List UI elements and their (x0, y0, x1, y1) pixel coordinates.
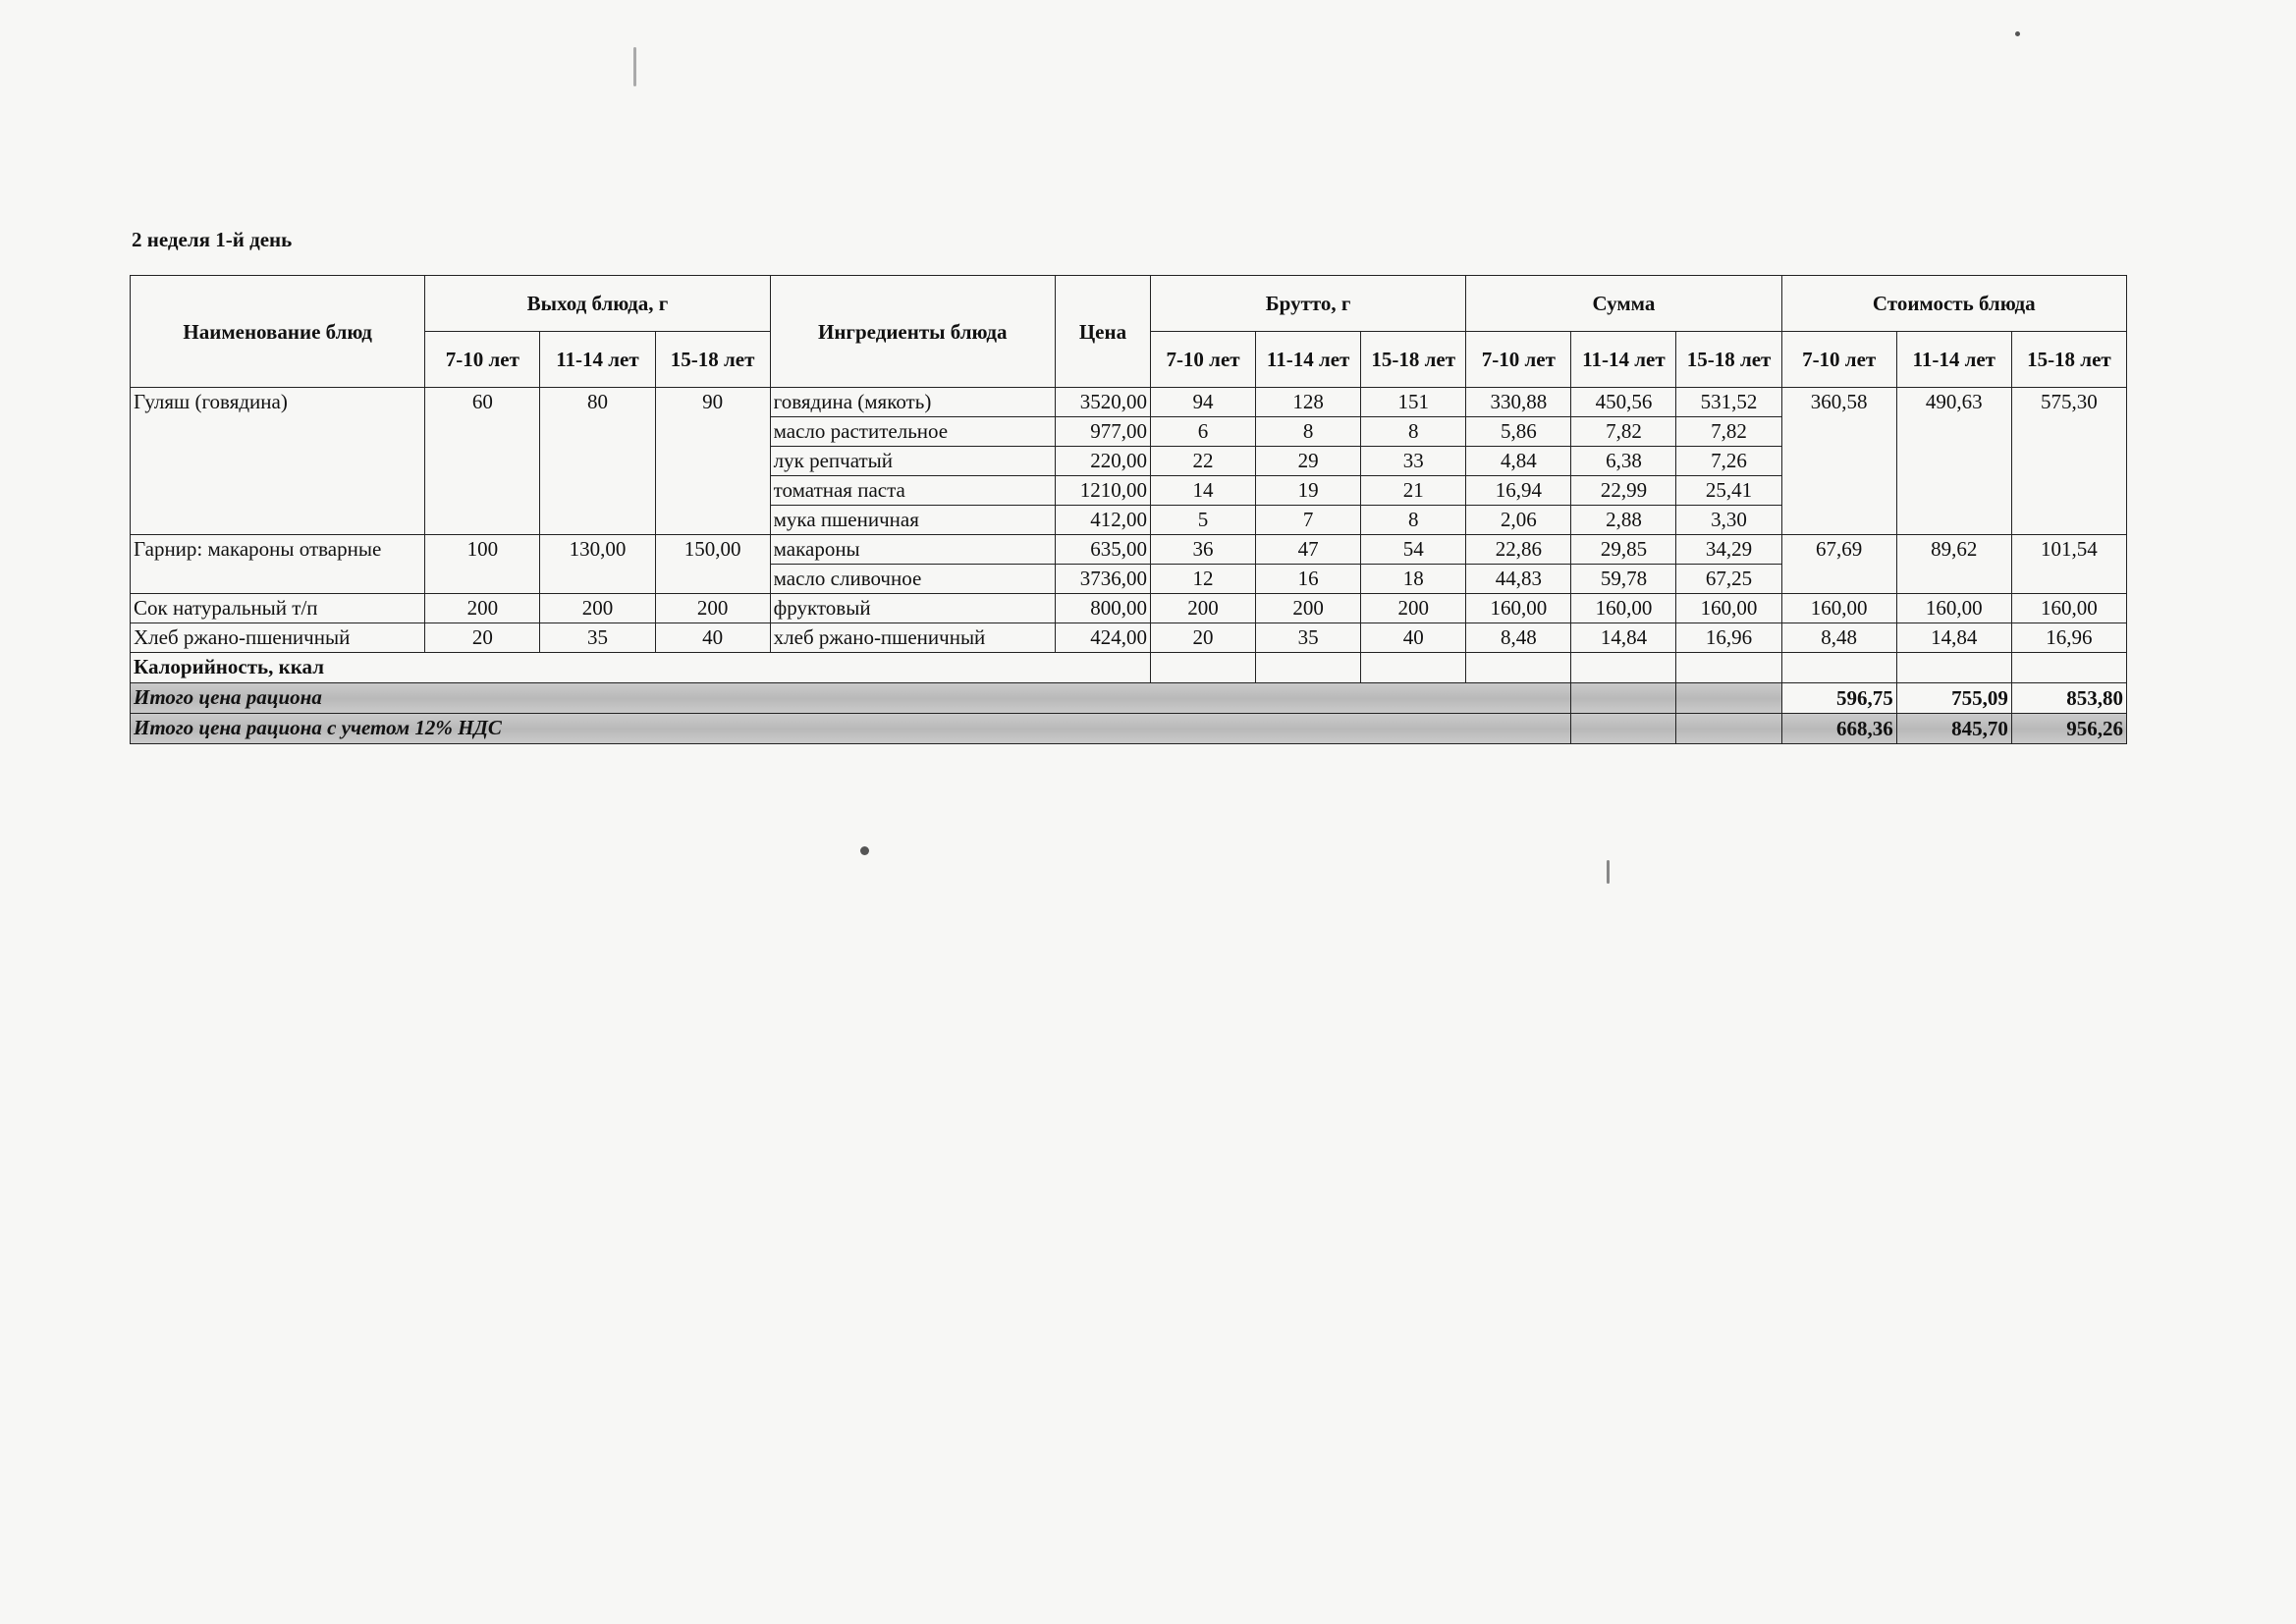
header-age: 7-10 лет (425, 332, 540, 388)
empty-cell (1781, 653, 1896, 683)
ingredient-price: 635,00 (1055, 535, 1150, 565)
sum: 8,48 (1466, 623, 1571, 653)
header-output: Выход блюда, г (425, 276, 770, 332)
header-age: 7-10 лет (1781, 332, 1896, 388)
sum: 5,86 (1466, 417, 1571, 447)
sum: 4,84 (1466, 447, 1571, 476)
empty-cell (2011, 653, 2126, 683)
sum: 14,84 (1571, 623, 1676, 653)
sum: 7,82 (1571, 417, 1676, 447)
empty-cell (1466, 653, 1571, 683)
table-row (131, 535, 2127, 565)
header-age: 15-18 лет (655, 332, 770, 388)
header-age: 15-18 лет (1676, 332, 1781, 388)
sum: 16,96 (1676, 623, 1781, 653)
header-age: 11-14 лет (1571, 332, 1676, 388)
dish-cost: 101,54 (2011, 535, 2126, 594)
dish-name: Гуляш (говядина) (131, 388, 425, 535)
sum: 22,99 (1571, 476, 1676, 506)
sum: 160,00 (1466, 594, 1571, 623)
dish-output: 90 (655, 388, 770, 535)
ingredient-name: лук репчатый (770, 447, 1055, 476)
ingredient-price: 3520,00 (1055, 388, 1150, 417)
total-vat-value: 668,36 (1781, 714, 1896, 744)
sum: 3,30 (1676, 506, 1781, 535)
header-age: 7-10 лет (1150, 332, 1255, 388)
brutto: 33 (1361, 447, 1466, 476)
dish-cost: 16,96 (2011, 623, 2126, 653)
brutto: 36 (1150, 535, 1255, 565)
brutto: 94 (1150, 388, 1255, 417)
header-age: 15-18 лет (1361, 332, 1466, 388)
empty-cell (1676, 653, 1781, 683)
sum: 2,88 (1571, 506, 1676, 535)
ingredient-name: макароны (770, 535, 1055, 565)
total-label: Итого цена рациона (131, 683, 1571, 714)
scan-speck (1607, 860, 1610, 884)
sum: 16,94 (1466, 476, 1571, 506)
empty-cell (1571, 653, 1676, 683)
dish-cost: 8,48 (1781, 623, 1896, 653)
brutto: 8 (1256, 417, 1361, 447)
table-row (131, 594, 2127, 623)
header-age: 11-14 лет (1256, 332, 1361, 388)
header-age: 11-14 лет (540, 332, 655, 388)
brutto: 6 (1150, 417, 1255, 447)
sum: 160,00 (1571, 594, 1676, 623)
ingredient-price: 220,00 (1055, 447, 1150, 476)
dish-cost: 575,30 (2011, 388, 2126, 535)
total-row (131, 683, 2127, 714)
dish-cost: 67,69 (1781, 535, 1896, 594)
header-age: 11-14 лет (1896, 332, 2011, 388)
dish-output: 150,00 (655, 535, 770, 594)
brutto: 47 (1256, 535, 1361, 565)
dish-cost: 89,62 (1896, 535, 2011, 594)
sum: 25,41 (1676, 476, 1781, 506)
empty-cell (1150, 653, 1255, 683)
total-value: 755,09 (1896, 683, 2011, 714)
ingredient-price: 424,00 (1055, 623, 1150, 653)
ingredient-name: мука пшеничная (770, 506, 1055, 535)
sum: 6,38 (1571, 447, 1676, 476)
ingredient-price: 1210,00 (1055, 476, 1150, 506)
dish-name: Хлеб ржано-пшеничный (131, 623, 425, 653)
dish-output: 40 (655, 623, 770, 653)
brutto: 128 (1256, 388, 1361, 417)
dish-cost: 160,00 (1781, 594, 1896, 623)
brutto: 151 (1361, 388, 1466, 417)
header-brutto: Брутто, г (1150, 276, 1465, 332)
dish-output: 100 (425, 535, 540, 594)
brutto: 19 (1256, 476, 1361, 506)
dish-output: 130,00 (540, 535, 655, 594)
dish-output: 200 (655, 594, 770, 623)
total-vat-label: Итого цена рациона с учетом 12% НДС (131, 714, 1571, 744)
brutto: 18 (1361, 565, 1466, 594)
dish-output: 200 (540, 594, 655, 623)
brutto: 8 (1361, 417, 1466, 447)
dish-name: Сок натуральный т/п (131, 594, 425, 623)
brutto: 7 (1256, 506, 1361, 535)
brutto: 16 (1256, 565, 1361, 594)
dish-cost: 160,00 (1896, 594, 2011, 623)
brutto: 14 (1150, 476, 1255, 506)
page-heading: 2 неделя 1-й день (132, 228, 293, 251)
brutto: 200 (1256, 594, 1361, 623)
dish-output: 60 (425, 388, 540, 535)
empty-cell (1571, 714, 1676, 744)
empty-cell (1361, 653, 1466, 683)
sum: 44,83 (1466, 565, 1571, 594)
table-row (131, 388, 2127, 417)
total-value: 596,75 (1781, 683, 1896, 714)
sum: 160,00 (1676, 594, 1781, 623)
menu-table (130, 275, 2127, 744)
sum: 450,56 (1571, 388, 1676, 417)
brutto: 200 (1150, 594, 1255, 623)
header-age: 15-18 лет (2011, 332, 2126, 388)
brutto: 8 (1361, 506, 1466, 535)
sum: 22,86 (1466, 535, 1571, 565)
header-dish-name: Наименование блюд (131, 276, 425, 388)
ingredient-name: хлеб ржано-пшеничный (770, 623, 1055, 653)
brutto: 5 (1150, 506, 1255, 535)
sum: 531,52 (1676, 388, 1781, 417)
table-row (131, 623, 2127, 653)
sum: 34,29 (1676, 535, 1781, 565)
ingredient-name: томатная паста (770, 476, 1055, 506)
dish-name: Гарнир: макароны отварные (131, 535, 425, 594)
sum: 7,82 (1676, 417, 1781, 447)
empty-cell (1896, 653, 2011, 683)
ingredient-name: фруктовый (770, 594, 1055, 623)
dish-output: 20 (425, 623, 540, 653)
ingredient-price: 977,00 (1055, 417, 1150, 447)
dish-output: 200 (425, 594, 540, 623)
sum: 7,26 (1676, 447, 1781, 476)
brutto: 40 (1361, 623, 1466, 653)
total-vat-value: 956,26 (2011, 714, 2126, 744)
dish-output: 80 (540, 388, 655, 535)
dish-cost: 14,84 (1896, 623, 2011, 653)
brutto: 21 (1361, 476, 1466, 506)
ingredient-price: 800,00 (1055, 594, 1150, 623)
sum: 29,85 (1571, 535, 1676, 565)
ingredient-name: масло растительное (770, 417, 1055, 447)
brutto: 12 (1150, 565, 1255, 594)
empty-cell (1256, 653, 1361, 683)
brutto: 20 (1150, 623, 1255, 653)
sum: 2,06 (1466, 506, 1571, 535)
header-ingredients: Ингредиенты блюда (770, 276, 1055, 388)
calorie-label: Калорийность, ккал (131, 653, 1151, 683)
ingredient-name: говядина (мякоть) (770, 388, 1055, 417)
brutto: 29 (1256, 447, 1361, 476)
empty-cell (1676, 714, 1781, 744)
dish-output: 35 (540, 623, 655, 653)
empty-cell (1676, 683, 1781, 714)
empty-cell (1571, 683, 1676, 714)
sum: 330,88 (1466, 388, 1571, 417)
scan-speck (860, 846, 869, 855)
calorie-row (131, 653, 2127, 683)
header-cost: Стоимость блюда (1781, 276, 2126, 332)
brutto: 54 (1361, 535, 1466, 565)
dish-cost: 360,58 (1781, 388, 1896, 535)
ingredient-price: 3736,00 (1055, 565, 1150, 594)
dish-cost: 160,00 (2011, 594, 2126, 623)
header-sum: Сумма (1466, 276, 1781, 332)
scan-speck (2015, 31, 2020, 36)
header-price: Цена (1055, 276, 1150, 388)
brutto: 35 (1256, 623, 1361, 653)
brutto: 22 (1150, 447, 1255, 476)
header-age: 7-10 лет (1466, 332, 1571, 388)
sum: 59,78 (1571, 565, 1676, 594)
total-vat-value: 845,70 (1896, 714, 2011, 744)
brutto: 200 (1361, 594, 1466, 623)
scan-speck (633, 47, 636, 86)
ingredient-price: 412,00 (1055, 506, 1150, 535)
total-vat-row (131, 714, 2127, 744)
dish-cost: 490,63 (1896, 388, 2011, 535)
total-value: 853,80 (2011, 683, 2126, 714)
ingredient-name: масло сливочное (770, 565, 1055, 594)
sum: 67,25 (1676, 565, 1781, 594)
